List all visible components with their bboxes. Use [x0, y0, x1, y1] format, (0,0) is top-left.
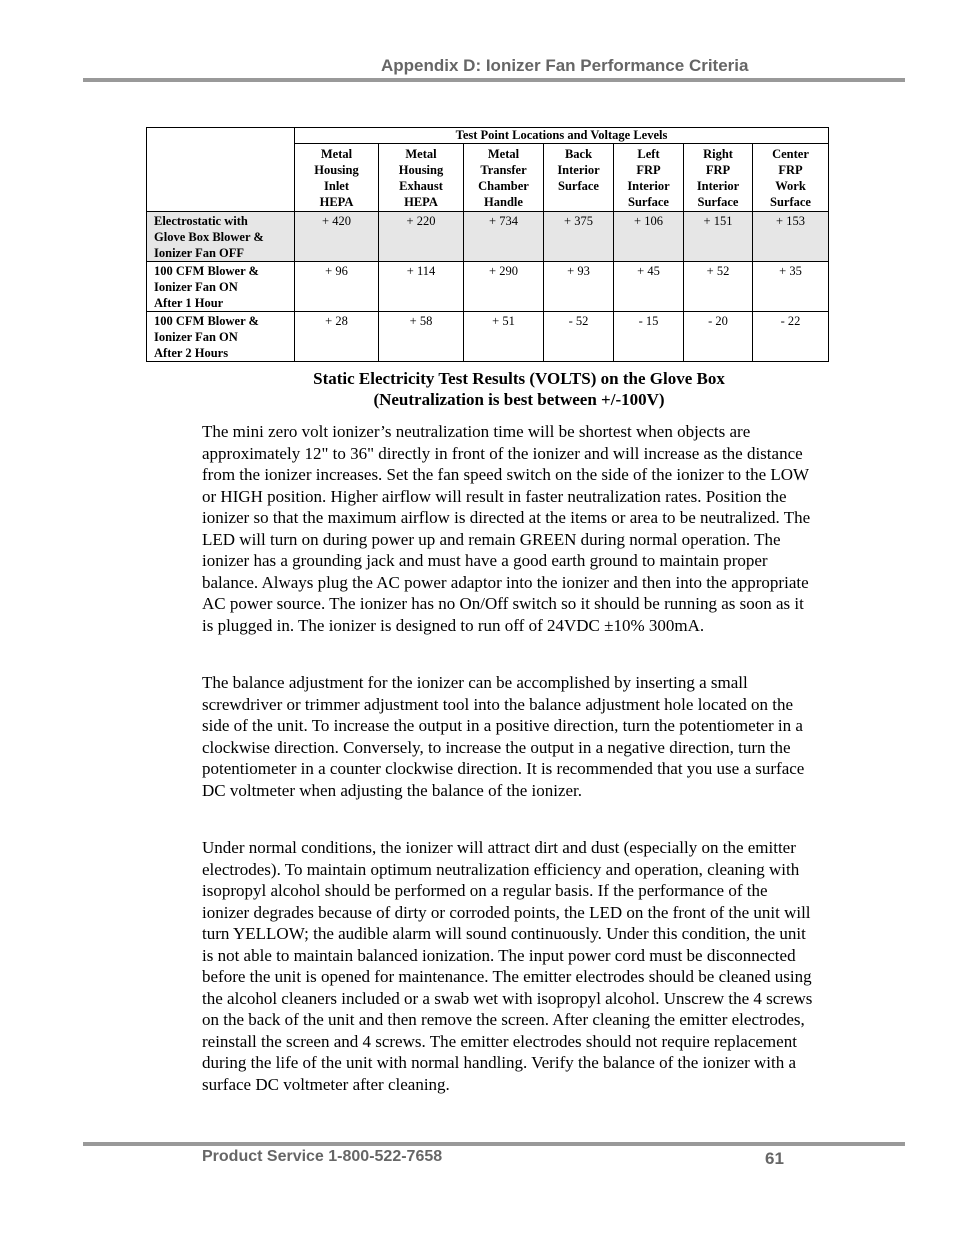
table-cell: - 52 [544, 312, 614, 362]
table-cell: + 96 [295, 262, 379, 312]
column-header: Metal Housing Inlet HEPA [295, 144, 379, 212]
table-cell: + 151 [684, 212, 753, 262]
row-label: 100 CFM Blower & Ionizer Fan ON After 1 Hour [147, 262, 295, 312]
column-header: Metal Transfer Chamber Handle [464, 144, 544, 212]
table-cell: - 22 [753, 312, 829, 362]
test-results-table [146, 127, 829, 362]
row-label: 100 CFM Blower & Ionizer Fan ON After 2 Hours [147, 312, 295, 362]
footer-product-service: Product Service 1-800-522-7658 [202, 1148, 443, 1165]
row-label: Electrostatic with Glove Box Blower & Ionizer Fan OFF [147, 212, 295, 262]
table-cell: - 20 [684, 312, 753, 362]
paragraph-maintenance: Under normal conditions, the ionizer will attract dirt and dust (especially on the emitter electrodes). To maintain optimum neutralization efficiency and operation, cleaning with isopropyl alcohol should be performed on a regular basis. If the performance of the ionizer degrades because of dirty or corroded points, the LED on the front of the unit will turn YELLOW; the audible alarm will sound continuously. Under this condition, the unit is not able to maintain balanced ionization. The input power cord must be disconnected before the unit is opened for maintenance. The emitter electrodes should be cleaned using the alcohol cleaners included or a swab wet with isopropyl alcohol. Unscrew the 4 screws on the back of the unit and then remove the screen. After cleaning the emitter electrodes, reinstall the screen and 4 screws. The emitter electrodes should not require replacement during the life of the unit with normal handling. Verify the balance of the ionizer with a surface DC voltmeter after cleaning. [202, 838, 813, 1094]
table-cell: + 51 [464, 312, 544, 362]
table-caption-subtitle: (Neutralization is best between +/-100V) [373, 390, 665, 409]
table-cell: + 734 [464, 212, 544, 262]
table-cell: + 28 [295, 312, 379, 362]
table-cell: + 58 [379, 312, 464, 362]
table-corner-cell [147, 128, 295, 212]
table-cell: + 93 [544, 262, 614, 312]
paragraph-balance-adjustment: The balance adjustment for the ionizer can be accomplished by inserting a small screwdriver or trimmer adjustment tool into the balance adjustment hole located on the side of the unit. To increase the output in a positive direction, turn the potentiometer in a clockwise direction. Conversely, to increase the output in a negative direction, turn the potentiometer in a counter clockwise direction. It is recommended that you use a surface DC voltmeter when adjusting the balance of the ionizer. [202, 673, 805, 800]
table-row [147, 312, 829, 362]
table-cell: + 52 [684, 262, 753, 312]
paragraph-neutralization: The mini zero volt ionizer’s neutralization time will be shortest when objects are approximately 12" to 36" directly in front of the ionizer and will increase as the distance from the ionizer increases. Set the fan speed switch on the side of the ionizer to the LOW or HIGH position. Higher airflow will result in faster neutralization rates. Position the ionizer so that the maximum airflow is directed at the items or area to be neutralized. The LED will turn on during power up and remain GREEN during normal operation. The ionizer has a grounding jack and must have a good earth ground to maintain proper balance. Always plug the AC power adaptor into the ionizer and then into the appropriate AC power source. The ionizer has no On/Off switch so it should be running as soon as it is plugged in. The ionizer is designed to run off of 24VDC ±10% 300mA. [202, 422, 811, 635]
table-cell: + 114 [379, 262, 464, 312]
table-cell: + 420 [295, 212, 379, 262]
table-cell: + 375 [544, 212, 614, 262]
table-cell: + 290 [464, 262, 544, 312]
page-header-title: Appendix D: Ionizer Fan Performance Criteria [381, 56, 749, 75]
column-header: Left FRP Interior Surface [614, 144, 684, 212]
table-cell: - 15 [614, 312, 684, 362]
table-cell: + 153 [753, 212, 829, 262]
column-header: Right FRP Interior Surface [684, 144, 753, 212]
header-divider [83, 78, 905, 82]
table-row [147, 262, 829, 312]
table-caption-title: Static Electricity Test Results (VOLTS) on the Glove Box [313, 369, 725, 388]
column-header: Back Interior Surface [544, 144, 614, 212]
column-header: Center FRP Work Surface [753, 144, 829, 212]
footer-divider [83, 1142, 905, 1146]
group-header: Test Point Locations and Voltage Levels [295, 128, 829, 144]
column-header: Metal Housing Exhaust HEPA [379, 144, 464, 212]
table-cell: + 106 [614, 212, 684, 262]
table-row [147, 212, 829, 262]
table-cell: + 45 [614, 262, 684, 312]
table-cell: + 220 [379, 212, 464, 262]
table-cell: + 35 [753, 262, 829, 312]
page-number: 61 [765, 1149, 784, 1168]
